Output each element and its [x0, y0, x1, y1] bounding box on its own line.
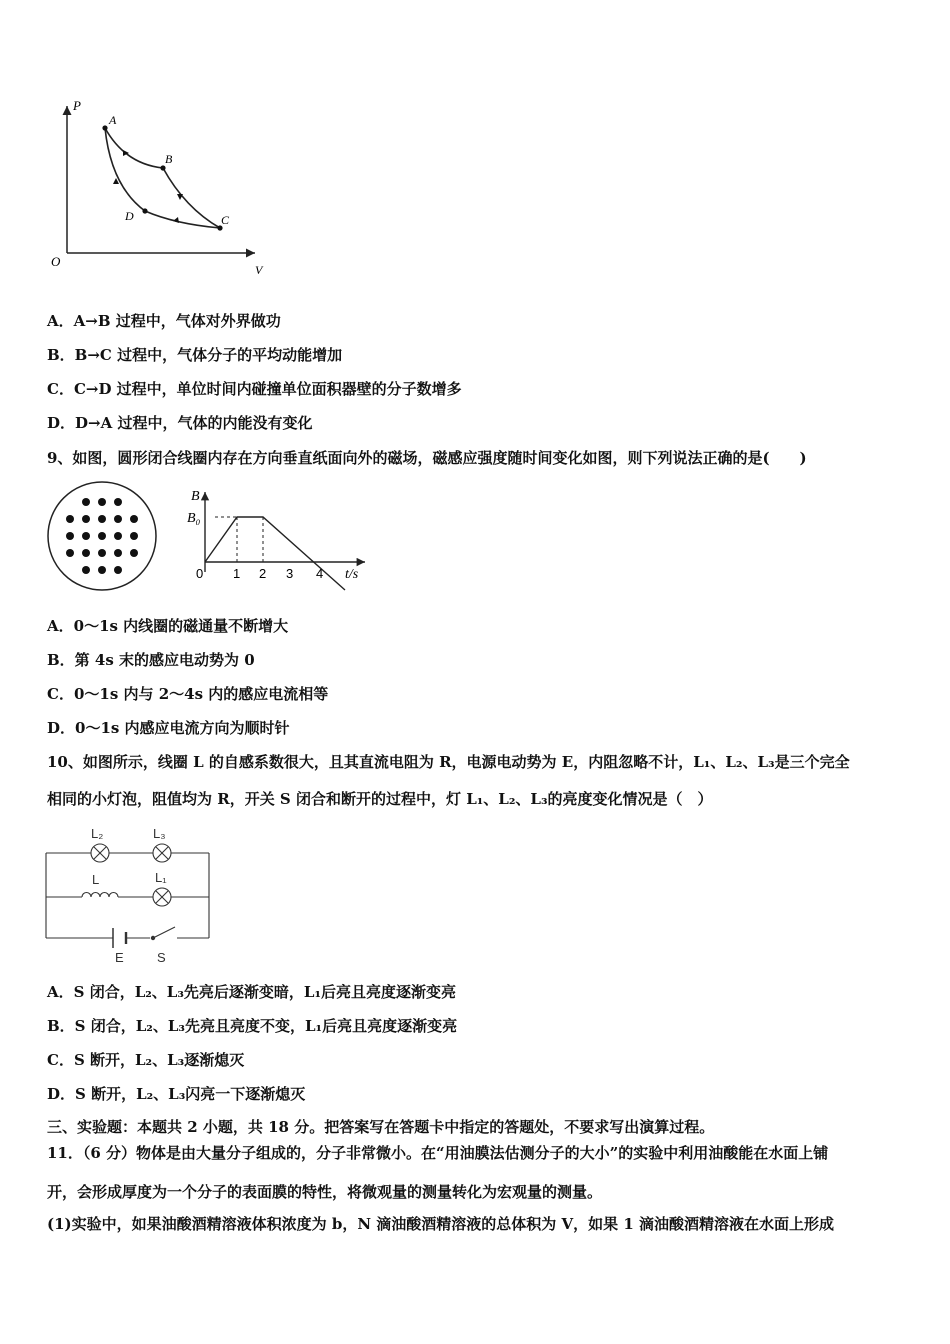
section3-title: 三、实验题：本题共 2 小题，共 18 分。把答案写在答题卡中指定的答题处，不要求写出演算过程。 — [47, 1118, 715, 1136]
b-t-line — [205, 517, 345, 590]
field-dot — [82, 549, 90, 557]
curve-da — [105, 128, 145, 211]
t-axis-label: t/s — [345, 567, 359, 582]
q11-line3: (1)实验中，如果油酸酒精溶液体积浓度为 b，N 滴油酸酒精溶液的总体积为 V，如果 1 滴油酸酒精溶液在水面上形成 — [47, 1215, 835, 1233]
label-l3: L₃ — [153, 826, 166, 841]
label-switch: S — [157, 950, 166, 965]
label-l2: L₂ — [91, 826, 104, 841]
q8-option-d: D．D→A 过程中，气体的内能没有变化 — [47, 414, 313, 432]
field-dot — [66, 532, 74, 540]
q9-option-d: D．0～1s 内感应电流方向为顺时针 — [47, 719, 290, 737]
p-axis-label: P — [73, 98, 81, 113]
q9-stem: 9、如图，圆形闭合线圈内存在方向垂直纸面向外的磁场，磁感应强度随时间变化如图，则下列说法正确的是( ) — [47, 449, 807, 467]
inductor-l — [82, 893, 118, 898]
q9-option-c: C．0～1s 内与 2～4s 内的感应电流相等 — [47, 685, 329, 703]
x-tick-0: 0 — [196, 566, 204, 581]
field-dot — [98, 566, 106, 574]
x-tick-4: 4 — [316, 566, 324, 581]
b-t-graph — [185, 486, 375, 591]
label-inductor: L — [92, 872, 100, 887]
field-dot — [130, 532, 138, 540]
curve-ab — [105, 128, 163, 168]
point-d-label: D — [125, 209, 134, 223]
field-dot — [114, 566, 122, 574]
field-dot — [82, 498, 90, 506]
q10-option-d: D．S 断开，L₂、L₃闪亮一下逐渐熄灭 — [47, 1085, 306, 1103]
label-battery: E — [115, 950, 124, 965]
point-b-label: B — [165, 152, 173, 166]
q8-option-a: A．A→B 过程中，气体对外界做功 — [47, 312, 281, 330]
field-dot — [82, 532, 90, 540]
b-axis-label: B — [191, 489, 200, 504]
q8-option-c: C．C→D 过程中，单位时间内碰撞单位面积器壁的分子数增多 — [47, 380, 462, 398]
field-dot — [66, 549, 74, 557]
q9-option-b: B．第 4s 末的感应电动势为 0 — [47, 651, 255, 669]
pv-graph — [45, 98, 275, 283]
v-axis-label: V — [255, 263, 263, 277]
origin-label: O — [51, 254, 61, 269]
q10-option-c: C．S 断开，L₂、L₃逐渐熄灭 — [47, 1051, 245, 1069]
field-dot — [130, 549, 138, 557]
magnetic-field-coil — [46, 480, 158, 592]
x-tick-1: 1 — [233, 566, 241, 581]
field-dot — [82, 566, 90, 574]
field-dot — [98, 549, 106, 557]
circuit-diagram — [40, 822, 220, 967]
field-dot — [66, 515, 74, 523]
field-dot — [114, 532, 122, 540]
q11-line2: 开，会形成厚度为一个分子的表面膜的特性，将微观量的测量转化为宏观量的测量。 — [47, 1183, 603, 1201]
field-dot — [98, 498, 106, 506]
q8-option-b: B．B→C 过程中，气体分子的平均动能增加 — [47, 346, 343, 364]
q10-stem-line2: 相同的小灯泡，阻值均为 R，开关 S 闭合和断开的过程中，灯 L₁、L₂、L₃的亮度变化情况是（ ） — [47, 790, 713, 808]
x-tick-2: 2 — [259, 566, 267, 581]
q10-option-b: B．S 闭合，L₂、L₃先亮且亮度不变，L₁后亮且亮度逐渐变亮 — [47, 1017, 458, 1035]
x-tick-3: 3 — [286, 566, 294, 581]
q11-line1: 11．（6 分）物体是由大量分子组成的，分子非常微小。在“用油膜法估测分子的大小”的实验中利用油酸能在水面上铺 — [47, 1144, 829, 1162]
field-dot — [130, 515, 138, 523]
q9-option-a: A．0～1s 内线圈的磁通量不断增大 — [47, 617, 289, 635]
field-dot — [98, 515, 106, 523]
q10-stem-line1: 10、如图所示，线圈 L 的自感系数很大，且其直流电阻为 R，电源电动势为 E，内阻忽略不计，L₁、L₂、L₃是三个完全 — [47, 753, 850, 771]
field-dot — [114, 515, 122, 523]
label-l1: L₁ — [155, 870, 167, 885]
field-dot — [98, 532, 106, 540]
q10-option-a: A．S 闭合，L₂、L₃先亮后逐渐变暗，L₁后亮且亮度逐渐变亮 — [47, 983, 457, 1001]
field-dot — [82, 515, 90, 523]
b0-tick-label: B₀ — [187, 511, 201, 526]
field-dot — [114, 549, 122, 557]
point-c-label: C — [221, 213, 230, 227]
point-a-label: A — [109, 113, 117, 127]
curve-bc — [163, 168, 220, 228]
curve-cd — [145, 211, 220, 228]
field-dot — [114, 498, 122, 506]
